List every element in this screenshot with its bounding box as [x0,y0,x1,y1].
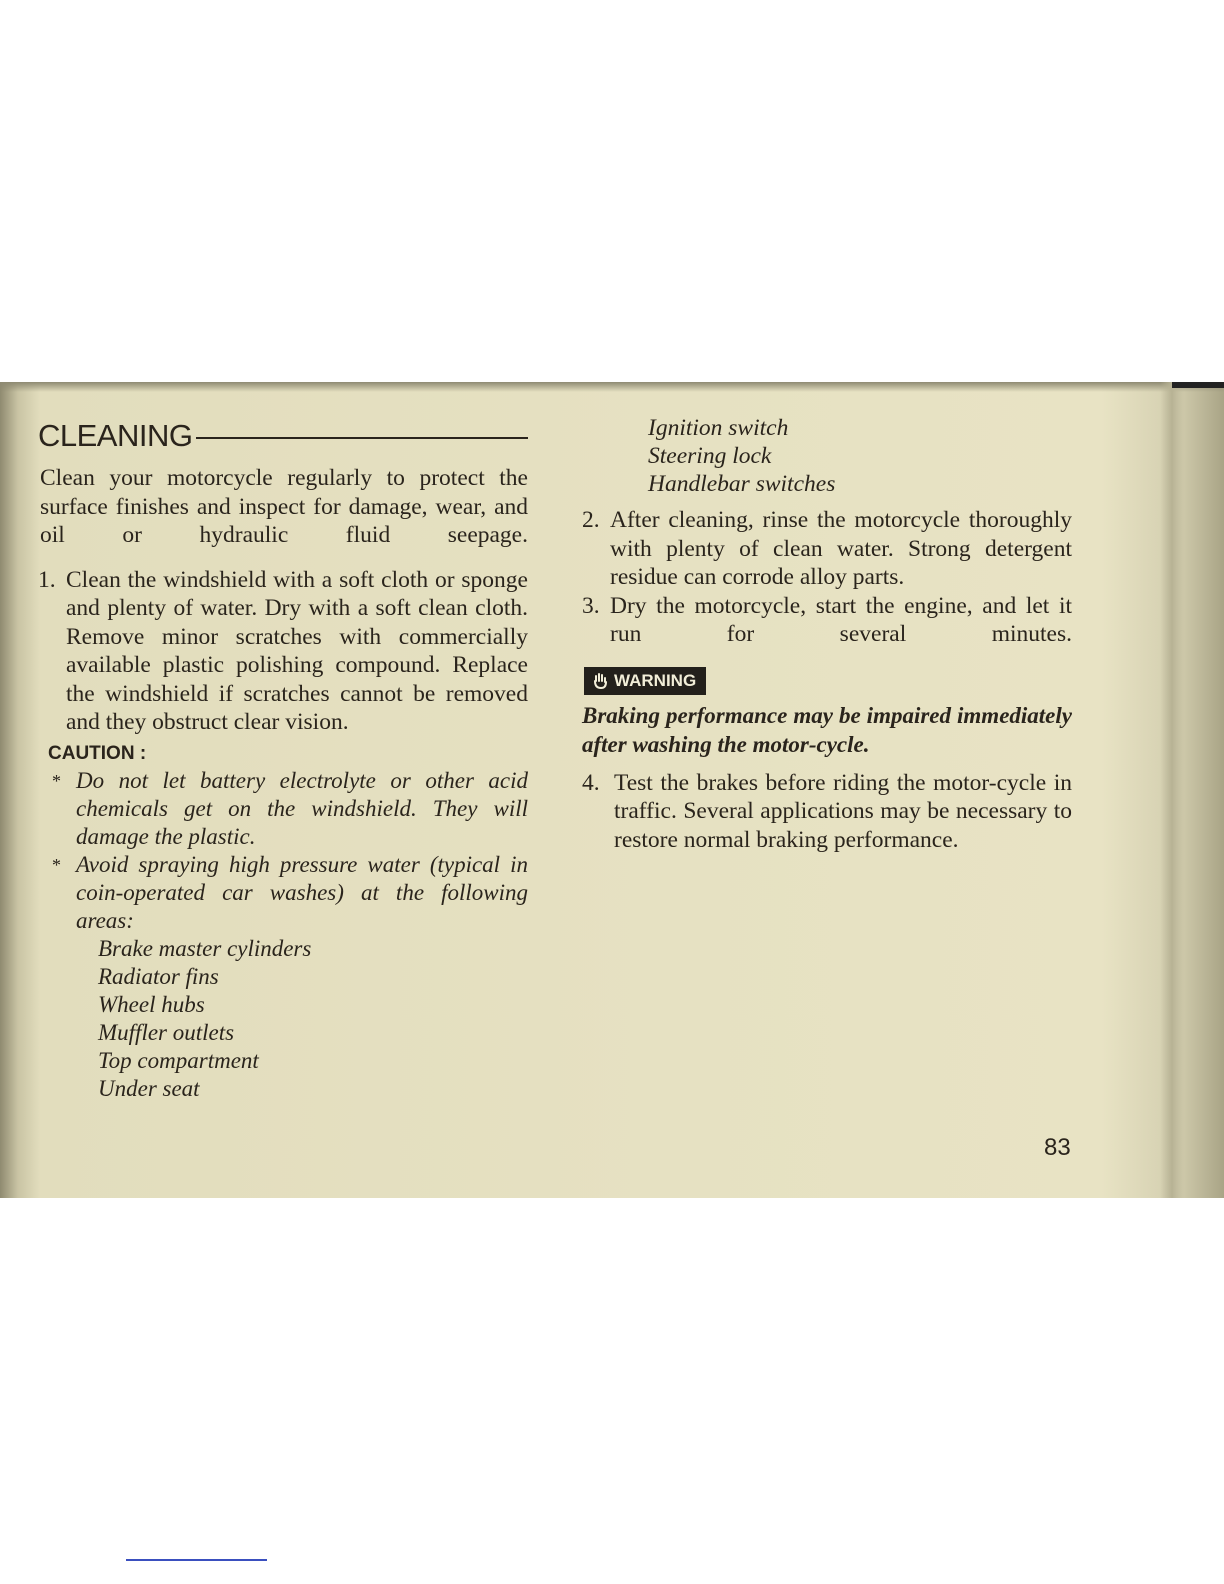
step-3-text: Dry the motorcycle, start the engine, and let it run for several minutes. [610,592,1072,647]
area-item: Muffler outlets [98,1019,235,1045]
hand-warning-icon [592,672,610,690]
page-number: 83 [1044,1134,1071,1161]
area-item: Radiator fins [98,963,219,989]
bullet-icon: * [52,770,61,791]
area-item: Top compartment [98,1047,259,1073]
warning-text: Braking performance may be impaired immediately after washing the motor-cycle. [582,702,1072,757]
heading-rule [196,437,528,439]
bullet-icon: * [52,854,61,875]
step-4-text: Test the brakes before riding the motor-cycle in traffic. Several applications may be necessary to restore normal braking performance. [614,769,1072,853]
warning-badge [584,667,706,695]
step-1-number: 1. [38,566,56,593]
step-1 [38,566,528,737]
areas-list-continued [648,414,1072,498]
page-top-shadow [0,382,1224,392]
step-3 [582,592,1072,649]
areas-list [98,935,528,1103]
warning-label: WARNING [614,670,697,690]
right-column [582,414,1072,854]
caution-label: CAUTION : [48,742,147,764]
step-2 [582,506,1072,592]
section-heading [38,416,528,456]
step-4 [582,769,1072,855]
area-item: Steering lock [648,443,772,469]
heading-text: CLEANING [38,418,193,453]
caution-item-2-text: Avoid spraying high pressure water (typical in coin-operated car washes) at the following areas: [76,851,528,933]
book-spine-shadow [1160,382,1184,1198]
area-item: Handlebar switches [648,471,836,497]
area-item: Under seat [98,1075,200,1101]
area-item: Ignition switch [648,415,789,441]
step-2-text: After cleaning, rinse the motorcycle thoroughly with plenty of clean water. Strong detergent residue can corrode alloy parts. [610,507,1072,590]
intro-paragraph: Clean your motorcycle regularly to protect the surface finishes and inspect for damage, wear, and oil or hydraulic fluid seepage. [40,465,528,548]
page-corner-edge [1172,382,1224,388]
step-3-number: 3. [582,592,600,619]
left-column [38,416,528,1103]
caution-item-1-text: Do not let battery electrolyte or other acid chemicals get on the windshield. They will damage the plastic. [76,767,528,849]
area-item: Wheel hubs [98,991,205,1017]
step-1-text: Clean the windshield with a soft cloth or sponge and plenty of water. Dry with a soft clean cloth. Remove minor scratches with commercially available plastic polishing compound. Replace the windshield if scratches cannot be removed and they obstruct clear vision. [66,566,528,735]
step-4-number: 4. [582,769,600,796]
footer-line [126,1559,267,1561]
caution-item-2 [52,851,528,935]
step-2-number: 2. [582,507,600,533]
area-item: Brake master cylinders [98,935,312,961]
caution-item-1 [52,767,528,851]
